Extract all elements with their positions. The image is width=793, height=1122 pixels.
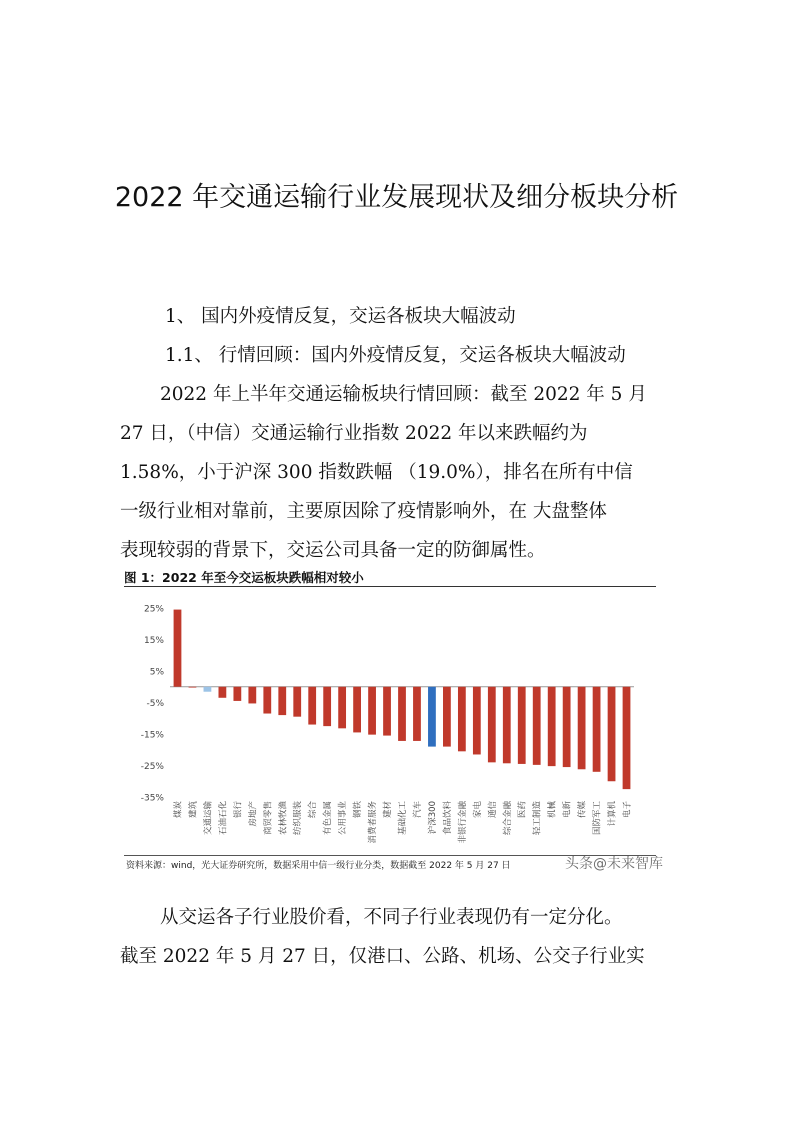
- bar-公用事业: [338, 687, 346, 729]
- category-label: 国防军工: [592, 801, 603, 836]
- y-tick-label: -15%: [140, 730, 164, 741]
- category-label: 家电: [472, 801, 483, 819]
- bar-机械: [548, 687, 556, 766]
- bar-汽车: [413, 687, 421, 741]
- paragraph1-line5: 表现较弱的背景下，交运公司具备一定的防御属性。: [120, 540, 546, 561]
- bar-房地产: [248, 687, 256, 704]
- category-label: 公用事业: [338, 801, 349, 836]
- paragraph1-line1: 2022 年上半年交通运输板块行情回顾：截至 2022 年 5 月: [160, 384, 647, 405]
- bar-轻工制造: [533, 687, 541, 765]
- bar-沪深300: [428, 687, 436, 747]
- bar-电新: [563, 687, 571, 767]
- bar-纺织服装: [293, 687, 301, 717]
- category-label: 机械: [547, 801, 558, 819]
- category-label: 电新: [562, 801, 573, 819]
- figure-top-rule: [124, 586, 656, 587]
- category-label: 建筑: [188, 801, 199, 819]
- figure-title: 图 1：2022 年至今交运板块跌幅相对较小: [124, 570, 364, 585]
- bar-通信: [488, 687, 496, 763]
- category-label: 钢铁: [353, 801, 364, 819]
- page-title: 2022 年交通运输行业发展现状及细分板块分析: [114, 182, 679, 213]
- bar-医药: [518, 687, 526, 764]
- y-tick-label: -35%: [140, 793, 164, 804]
- section-heading: 1、 国内外疫情反复，交运各板块大幅波动: [165, 306, 516, 327]
- figure-source: 资料来源：wind，光大证券研究所，数据采用中信一级行业分类，数据截至 2022 年 5 月 27 日: [126, 861, 511, 871]
- category-label: 非银行金融: [457, 801, 468, 844]
- y-tick-label: 5%: [149, 667, 164, 678]
- bar-电子: [623, 687, 631, 789]
- category-label: 电子: [622, 801, 633, 819]
- category-label: 交通运输: [203, 801, 214, 836]
- category-label: 医药: [517, 801, 528, 819]
- category-label: 沪深300: [427, 801, 438, 835]
- bar-建筑: [189, 687, 197, 688]
- bar-非银行金融: [458, 687, 466, 752]
- category-label: 纺织服装: [293, 801, 304, 836]
- bar-钢铁: [353, 687, 361, 733]
- y-tick-label: -5%: [146, 699, 164, 709]
- category-label: 建材: [383, 801, 394, 819]
- category-label: 综合: [308, 801, 319, 819]
- paragraph2-line2: 截至 2022 年 5 月 27 日，仅港口、公路、机场、公交子行业实: [120, 946, 645, 967]
- paragraph1-line3: 1.58%，小于沪深 300 指数跌幅 （19.0%），排名在所有中信: [120, 462, 633, 483]
- bar-综合: [308, 687, 316, 725]
- bar-传媒: [578, 687, 586, 770]
- bar-综合金融: [503, 687, 511, 764]
- category-label: 计算机: [607, 801, 618, 827]
- category-label: 房地产: [248, 801, 259, 827]
- bar-chart: [124, 590, 644, 852]
- bar-银行: [233, 687, 241, 701]
- category-label: 传媒: [577, 801, 588, 819]
- category-label: 银行: [233, 801, 244, 819]
- category-label: 农林牧渔: [278, 801, 289, 836]
- category-label: 通信: [487, 801, 498, 819]
- paragraph1-line4: 一级行业相对靠前，主要原因除了疫情影响外，在 大盘整体: [120, 501, 607, 522]
- bar-家电: [473, 687, 481, 755]
- bar-计算机: [608, 687, 616, 782]
- category-label: 基础化工: [398, 801, 408, 836]
- bar-商贸零售: [263, 687, 271, 714]
- category-label: 食品饮料: [442, 801, 453, 836]
- bar-有色金属: [323, 687, 331, 726]
- bar-基础化工: [398, 687, 406, 741]
- watermark: 头条@未来智库: [565, 856, 663, 872]
- bar-国防军工: [593, 687, 601, 772]
- bar-煤炭: [174, 610, 182, 687]
- category-label: 综合金融: [502, 801, 513, 836]
- subsection-heading: 1.1、 行情回顾：国内外疫情反复，交运各板块大幅波动: [165, 345, 626, 366]
- y-tick-label: 15%: [143, 636, 164, 646]
- category-label: 消费者服务: [368, 801, 379, 844]
- paragraph1-line2: 27 日，（中信）交通运输行业指数 2022 年以来跌幅约为: [120, 423, 588, 444]
- category-label: 有色金属: [323, 801, 334, 836]
- y-tick-label: -25%: [140, 762, 164, 772]
- bar-交通运输: [204, 687, 212, 692]
- category-label: 商贸零售: [263, 801, 274, 836]
- category-label: 轻工制造: [532, 801, 543, 836]
- category-label: 汽车: [412, 801, 423, 819]
- category-label: 煤炭: [173, 801, 184, 819]
- paragraph2-line1: 从交运各子行业股价看，不同子行业表现仍有一定分化。: [160, 907, 623, 928]
- bar-农林牧渔: [278, 687, 286, 715]
- bar-食品饮料: [443, 687, 451, 747]
- bar-建材: [383, 687, 391, 736]
- category-label: 石油石化: [218, 801, 229, 836]
- bar-石油石化: [218, 687, 226, 698]
- y-tick-label: 25%: [143, 604, 164, 615]
- bar-消费者服务: [368, 687, 376, 735]
